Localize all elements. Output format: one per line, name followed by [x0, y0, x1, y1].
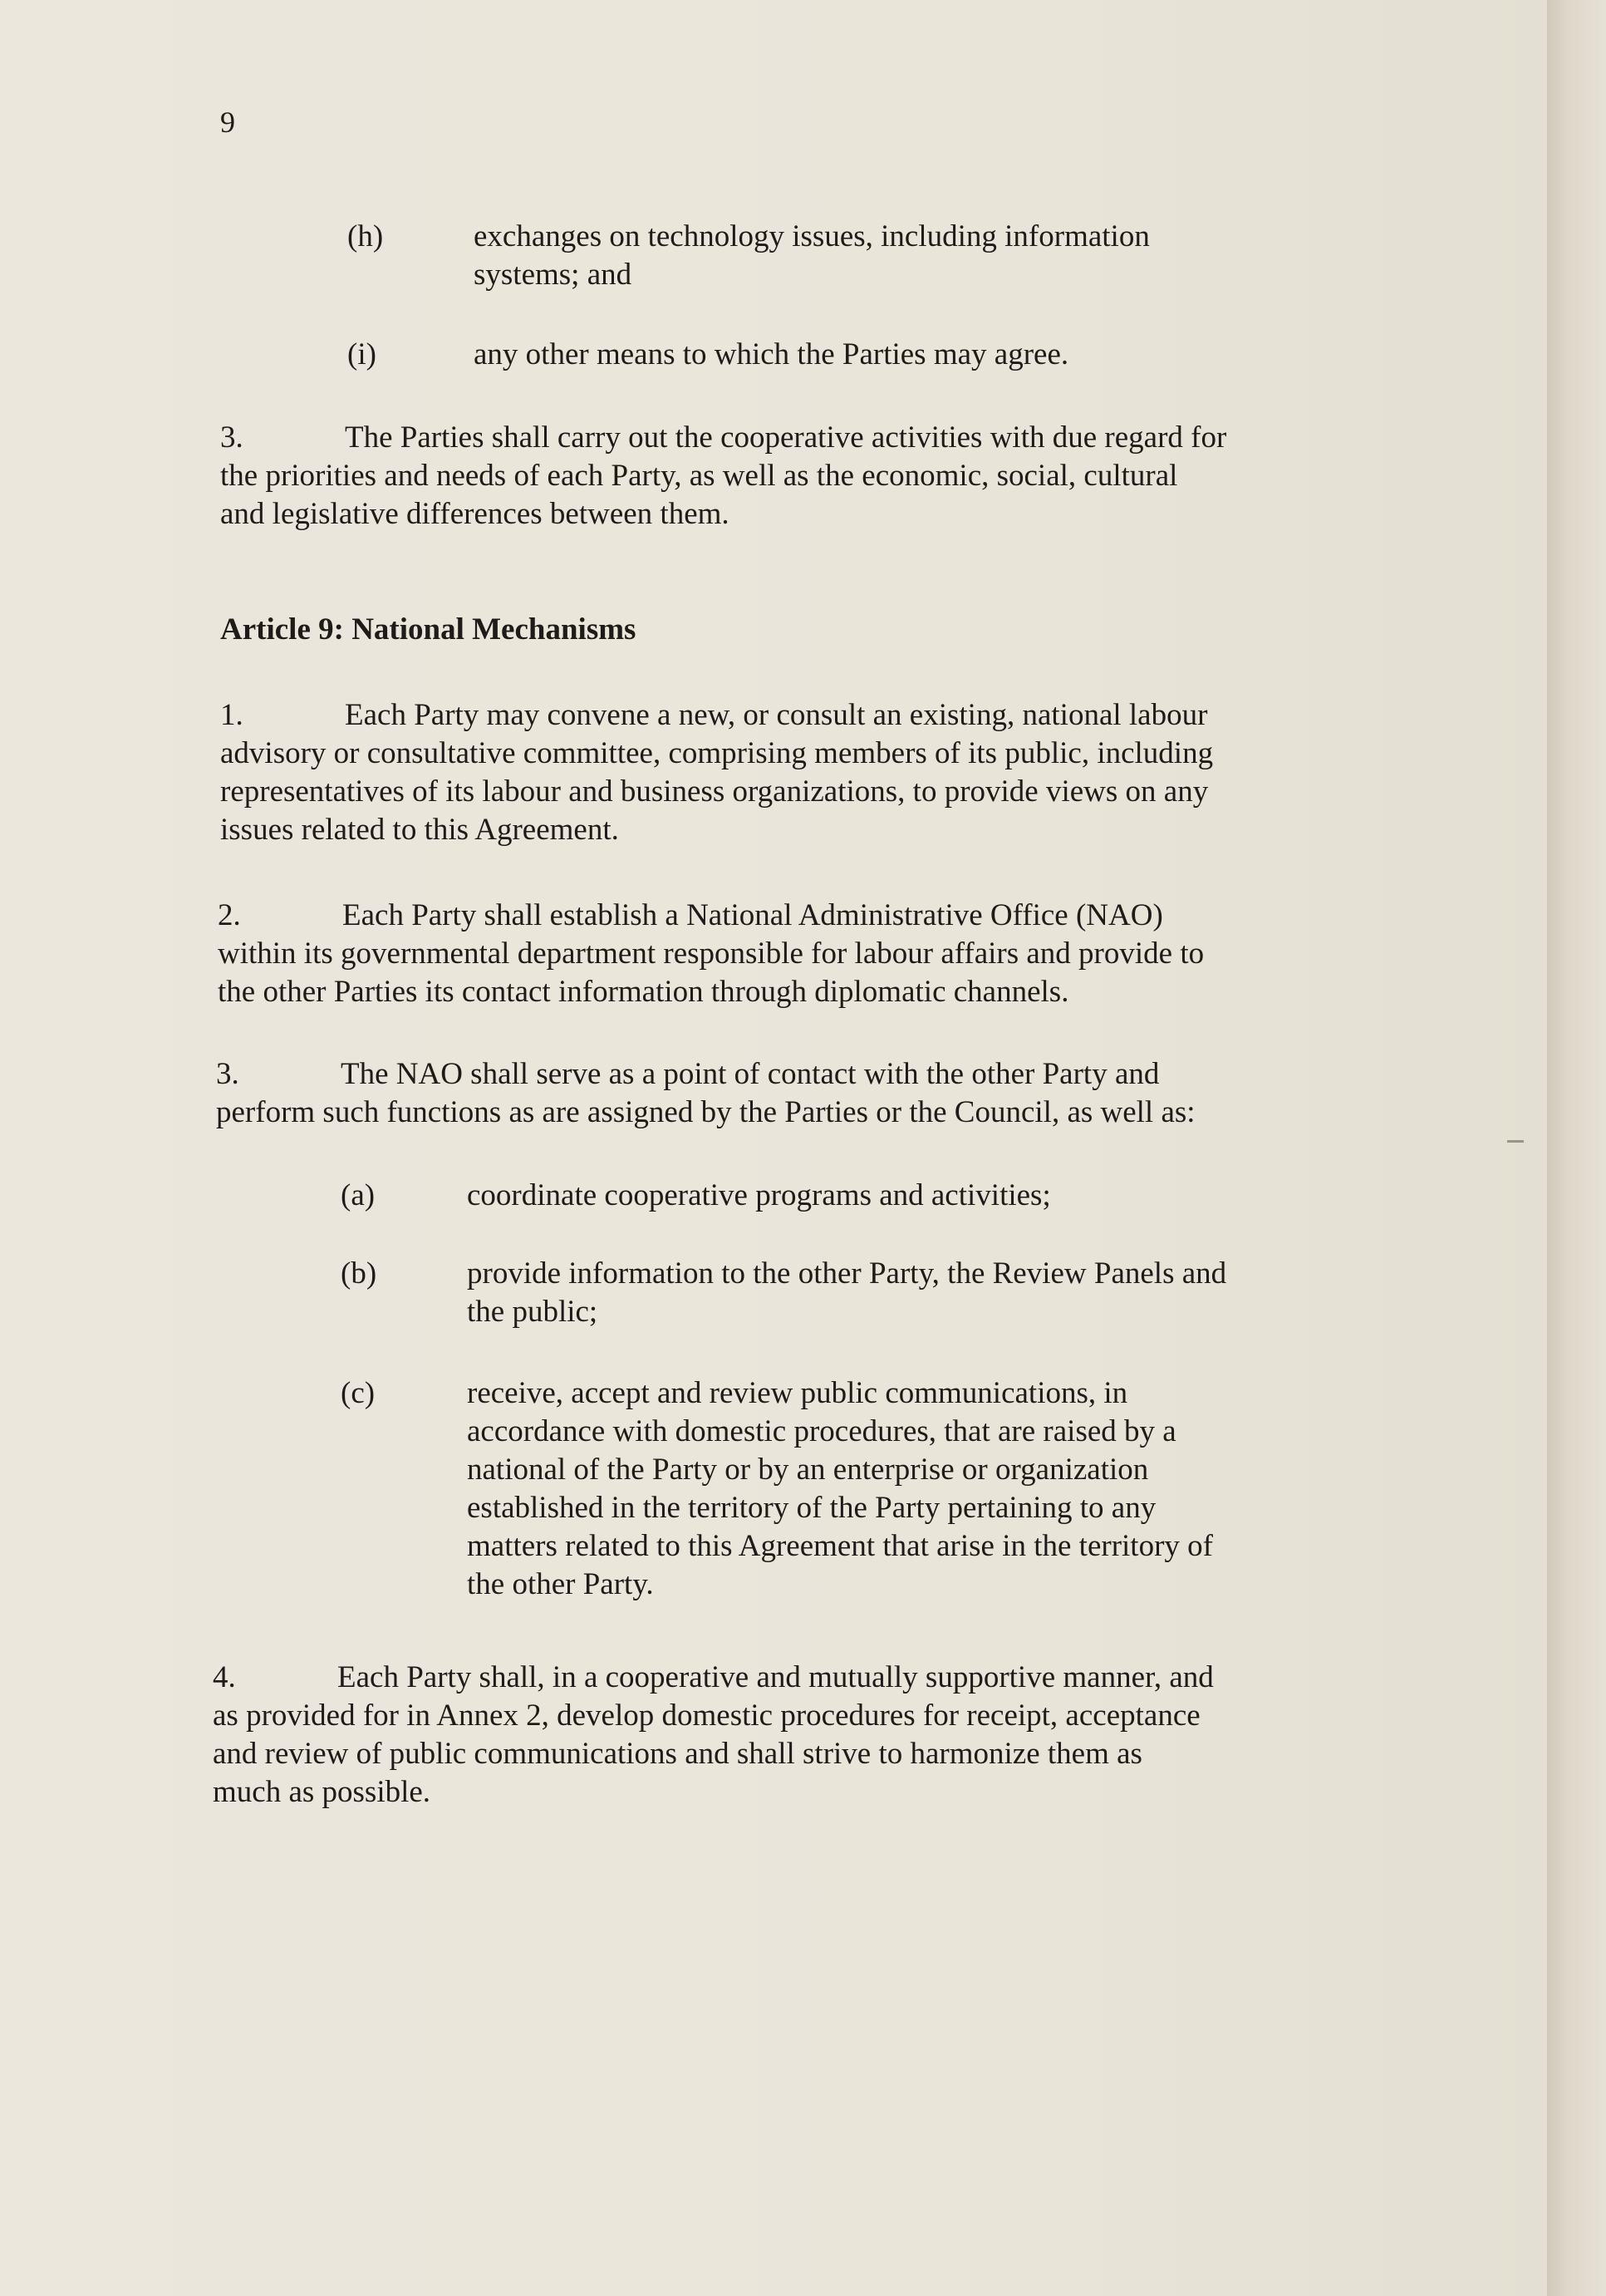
- item-a-text: [467, 1177, 1051, 1215]
- paragraph-3: [216, 1055, 1196, 1132]
- paragraph-3-art8: [220, 419, 1226, 533]
- item-c-line-3: national of the Party or by an enterprise or organization: [467, 1453, 1149, 1487]
- item-c-text: [467, 1374, 1213, 1604]
- page-number: 9: [220, 106, 235, 139]
- item-h-line-1: exchanges on technology issues, including information: [474, 219, 1150, 253]
- item-c-line-6: the other Party.: [467, 1567, 654, 1601]
- paragraph-line: the other Parties its contact information through diplomatic channels.: [218, 975, 1069, 1009]
- item-c-line-1: receive, accept and review public communications, in: [467, 1376, 1128, 1410]
- paragraph-number: 2.: [218, 898, 241, 932]
- paragraph-number: 3.: [220, 420, 243, 455]
- paragraph-number: 1.: [220, 698, 243, 732]
- item-a-line-1: coordinate cooperative programs and activities;: [467, 1178, 1051, 1212]
- paragraph-line: much as possible.: [213, 1775, 431, 1809]
- item-c-line-2: accordance with domestic procedures, that are raised by a: [467, 1414, 1176, 1448]
- paragraph-line: Each Party shall, in a cooperative and mutually supportive manner, and: [337, 1660, 1214, 1694]
- item-h-text: [474, 218, 1150, 294]
- paragraph-line: as provided for in Annex 2, develop domestic procedures for receipt, acceptance: [213, 1699, 1201, 1733]
- paragraph-line: Each Party may convene a new, or consult an existing, national labour: [345, 698, 1208, 732]
- margin-mark: [1507, 1140, 1524, 1143]
- paragraph-line: representatives of its labour and business organizations, to provide views on any: [220, 774, 1209, 809]
- paragraph-line: The Parties shall carry out the cooperative activities with due regard for: [345, 420, 1227, 455]
- paragraph-line: within its governmental department responsible for labour affairs and provide to: [218, 937, 1205, 971]
- item-b-line-1: provide information to the other Party, the Review Panels and: [467, 1256, 1227, 1291]
- item-b-line-2: the public;: [467, 1295, 598, 1329]
- item-h-label: (h): [347, 219, 384, 253]
- paragraph-1: [220, 696, 1213, 849]
- paragraph-line: and legislative differences between them.: [220, 497, 729, 531]
- paragraph-line: The NAO shall serve as a point of contact with the other Party and: [341, 1057, 1160, 1091]
- item-i-label: (i): [347, 337, 376, 371]
- paragraph-line: issues related to this Agreement.: [220, 813, 619, 847]
- paragraph-2: [218, 897, 1204, 1011]
- item-c-line-4: established in the territory of the Party pertaining to any: [467, 1491, 1157, 1525]
- item-a-label: (a): [341, 1178, 376, 1212]
- item-i-line-1: any other means to which the Parties may agree.: [474, 337, 1069, 371]
- paragraph-line: the priorities and needs of each Party, as well as the economic, social, cultural: [220, 459, 1178, 493]
- paragraph-number: 3.: [216, 1057, 239, 1091]
- paragraph-number: 4.: [213, 1660, 236, 1694]
- article-heading: Article 9: National Mechanisms: [220, 612, 636, 647]
- paragraph-line: Each Party shall establish a National Administrative Office (NAO): [342, 898, 1163, 932]
- paragraph-line: advisory or consultative committee, comprising members of its public, including: [220, 736, 1214, 770]
- paragraph-line: and review of public communications and shall strive to harmonize them as: [213, 1737, 1142, 1771]
- page-gutter: [1547, 0, 1606, 2296]
- paragraph-4: [213, 1659, 1214, 1812]
- item-i-text: [474, 336, 1068, 374]
- item-c-label: (c): [341, 1376, 376, 1410]
- paragraph-line: perform such functions as are assigned by the Parties or the Council, as well as:: [216, 1095, 1196, 1129]
- item-h-line-2: systems; and: [474, 258, 632, 292]
- item-b-text: [467, 1255, 1226, 1331]
- item-b-label: (b): [341, 1256, 377, 1291]
- item-c-line-5: matters related to this Agreement that arise in the territory of: [467, 1529, 1213, 1563]
